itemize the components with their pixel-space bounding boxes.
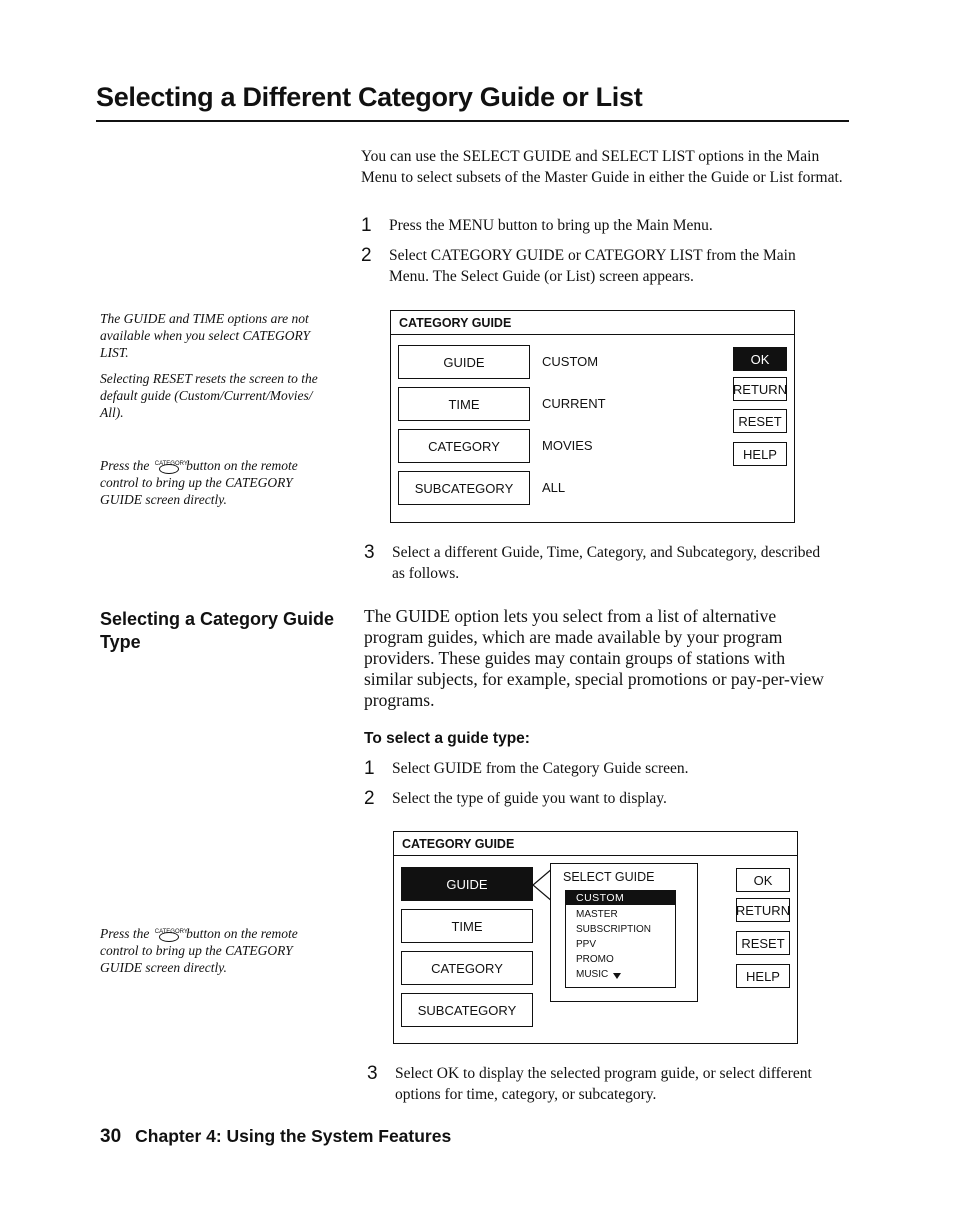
step-text: Press the MENU button to bring up the Main Menu. [389, 217, 713, 234]
side-note-reset: Selecting RESET resets the screen to the default guide (Custom/Current/Movies/ All). [100, 371, 318, 420]
step-number: 1 [361, 215, 372, 236]
section-heading: Selecting a Category Guide Type [100, 609, 335, 652]
step-number: 3 [367, 1063, 378, 1084]
reset-button[interactable]: RESET [736, 931, 790, 955]
step-list-a [361, 215, 831, 287]
category-button-icon [154, 928, 188, 942]
step-list-b [364, 758, 834, 810]
step-item [364, 758, 834, 780]
step-item [364, 542, 834, 584]
title-rule [96, 120, 849, 122]
category-icon-label: CATEGORY [154, 460, 188, 467]
help-button[interactable]: HELP [733, 442, 787, 466]
step-item [361, 245, 831, 287]
popup-title: SELECT GUIDE [563, 870, 655, 884]
side-note-pre: Press the [100, 926, 150, 941]
screen-title: CATEGORY GUIDE [399, 316, 512, 330]
intro-paragraph: You can use the SELECT GUIDE and SELECT LIST options in the Main Menu to select subsets of the Master Guide in either the Guide or List format. [361, 148, 843, 186]
category-button[interactable]: CATEGORY [398, 429, 530, 463]
guide-list-item[interactable]: PROMO [576, 954, 614, 965]
step-number: 1 [364, 758, 375, 779]
step-text: Select OK to display the selected program guide, or select different options for time, category, or subcategory. [395, 1065, 812, 1103]
category-button-icon [154, 460, 188, 474]
help-button[interactable]: HELP [736, 964, 790, 988]
step-number: 2 [361, 245, 372, 266]
select-guide-popup [550, 863, 698, 1002]
step-number: 2 [364, 788, 375, 809]
return-button[interactable]: RETURN [736, 898, 790, 922]
side-note-post: button on the remote control to bring up the CATEGORY GUIDE screen directly. [100, 458, 298, 507]
step-number: 3 [364, 542, 375, 563]
guide-list-item[interactable]: MUSIC [576, 969, 609, 980]
side-note-guide-time: The GUIDE and TIME options are not available when you select CATEGORY LIST. [100, 311, 310, 360]
time-value: CURRENT [542, 396, 606, 411]
guide-list-item[interactable]: SUBSCRIPTION [576, 924, 652, 935]
side-note-category-button [100, 925, 330, 976]
step-text: Select CATEGORY GUIDE or CATEGORY LIST from the Main Menu. The Select Guide (or List) screen appears. [389, 247, 796, 285]
side-note-category-button [100, 457, 330, 508]
return-button[interactable]: RETURN [733, 377, 787, 401]
subcategory-button[interactable]: SUBCATEGORY [401, 993, 533, 1027]
screen-title: CATEGORY GUIDE [402, 837, 515, 851]
step-text: Select a different Guide, Time, Category, and Subcategory, described as follows. [392, 544, 821, 582]
page-title: Selecting a Different Category Guide or List [96, 82, 643, 112]
subcategory-button[interactable]: SUBCATEGORY [398, 471, 530, 505]
time-button[interactable]: TIME [398, 387, 530, 421]
guide-value: CUSTOM [542, 354, 599, 369]
step-text: Select the type of guide you want to display. [392, 790, 667, 807]
chapter-title: Chapter 4: Using the System Features [135, 1126, 452, 1146]
subcategory-value: ALL [542, 480, 566, 495]
reset-button[interactable]: RESET [733, 409, 787, 433]
scroll-down-icon[interactable] [612, 972, 622, 980]
guide-list-item[interactable]: MASTER [576, 909, 618, 920]
category-icon-label: CATEGORY [154, 928, 188, 935]
ok-button[interactable]: OK [733, 347, 787, 371]
step-item [367, 1063, 857, 1105]
time-button[interactable]: TIME [401, 909, 533, 943]
category-guide-screen-2 [393, 831, 798, 1044]
step-text: Select GUIDE from the Category Guide screen. [392, 760, 689, 777]
guide-button[interactable]: GUIDE [401, 867, 533, 901]
section-paragraph: The GUIDE option lets you select from a list of alternative program guides, which are made available by your program providers. These guides may contain groups of stations with similar subjects, for example, special promotions or pay-per-view programs. [364, 606, 824, 710]
side-note-pre: Press the [100, 458, 150, 473]
guide-button[interactable]: GUIDE [398, 345, 530, 379]
page-number: 30 [100, 1126, 122, 1147]
procedure-heading: To select a guide type: [364, 730, 530, 747]
page-footer [100, 1126, 451, 1148]
guide-list[interactable] [565, 890, 676, 988]
category-value: MOVIES [542, 438, 593, 453]
ok-button[interactable]: OK [736, 868, 790, 892]
step-item [364, 788, 834, 810]
guide-list-item-selected[interactable]: CUSTOM [566, 891, 675, 905]
category-guide-screen-1 [390, 310, 795, 523]
step-item [361, 215, 831, 237]
guide-list-item[interactable]: PPV [576, 939, 597, 950]
category-button[interactable]: CATEGORY [401, 951, 533, 985]
side-note-post: button on the remote control to bring up the CATEGORY GUIDE screen directly. [100, 926, 298, 975]
